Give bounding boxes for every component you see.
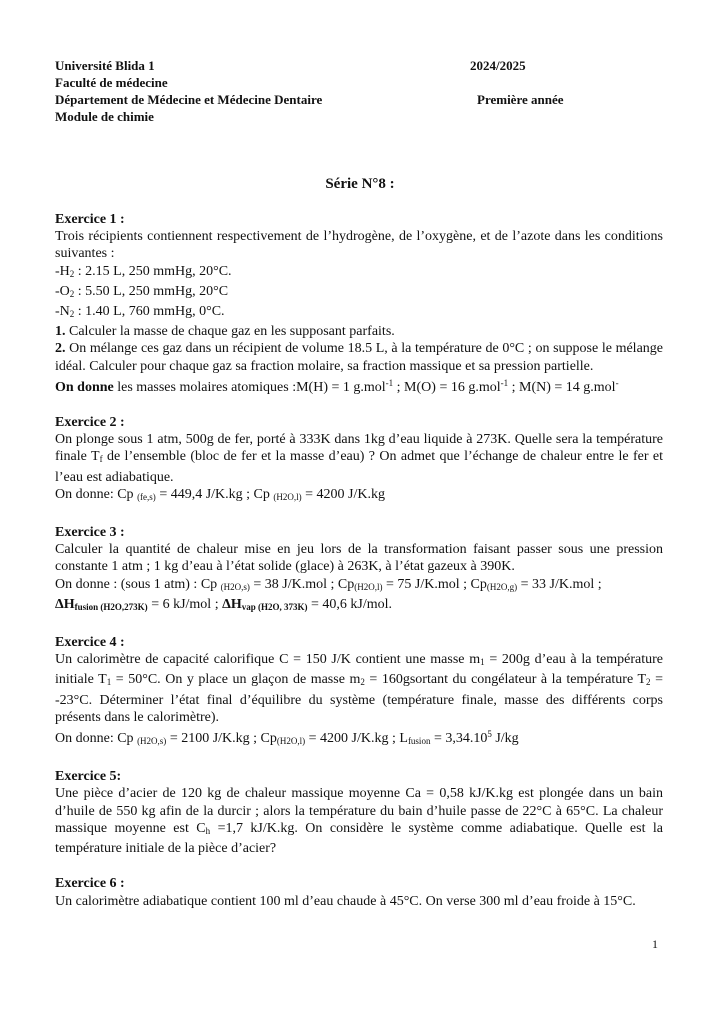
- exercise-6: [55, 875, 663, 909]
- faculty-name: Faculté de médecine: [55, 75, 168, 90]
- exercise-2: [55, 414, 663, 506]
- exercise-heading: Exercice 2 :: [55, 415, 125, 431]
- exercise-intro: Trois récipients contiennent respectivement de l’hydrogène, de l’oxygène, et de l’azote dans les conditions suivantes :: [55, 229, 663, 262]
- exercise-text: Un calorimètre adiabatique contient 100 ml d’eau chaude à 45°C. On verse 300 ml d’eau froide à 15°C.: [55, 893, 636, 909]
- exercise-list: [55, 211, 663, 928]
- exercise-text: Un calorimètre de capacité calorifique C = 150 J/K contient une masse $m_1 = 200g$ d’eau à la température initiale $T_1 = 50^\circ C$. On y place un glaçon de masse $m_2$ = 160gsortant du congélateur à la température $T_2 = -23^\circ C$. Déterminer l’état final d’équilibre du système (température finale, masse des différents corps présents dans le calorimètre).: [55, 652, 663, 725]
- exercise-heading: Exercice 3 :: [55, 525, 125, 541]
- document-header: [55, 57, 675, 125]
- exercise-3: [55, 524, 663, 616]
- exercise-text: On plonge sous 1 atm, 500g de fer, porté à 333K dans 1kg d’eau liquide à 273K. Quelle sera la température finale $T_f$ de l’ensemble (bloc de fer et la masse d’eau) ? On admet que l’échange de chaleur entre le fer et l’eau est adiabatique.: [55, 432, 663, 485]
- gas-condition-n2: $-N_2$ : 1.40 L, 760 mmHg, 0°C.: [55, 304, 225, 320]
- exercise-4: [55, 634, 663, 750]
- given-data: On donne: Cp $_{(H2O,s)}$ = 2100 J/K.kg ; $Cp_{(H2O,l)} = 4200$ J/K.kg ; $L_{fusion} = 3,34.10^5$ J/kg: [55, 729, 519, 747]
- exercise-5: [55, 768, 663, 857]
- gas-condition-h2: $-H_2$ : 2.15 L, 250 mmHg, 20°C.: [55, 263, 232, 279]
- question-2: 2. On mélange ces gaz dans un récipient de volume 18.5 L, à la température de 0°C ; on suppose le mélange idéal. Calculer pour chaque gaz sa fraction molaire, sa fraction massique et sa pression partielle.: [55, 341, 663, 374]
- exercise-heading: Exercice 5:: [55, 769, 122, 785]
- gas-condition-o2: $-O_2$ : 5.50 L, 250 mmHg, 20°C: [55, 283, 229, 299]
- academic-year: 2024/2025: [470, 58, 526, 73]
- exercise-heading: Exercice 4 :: [55, 635, 125, 651]
- department-name: Département de Médecine et Médecine Dentaire: [55, 92, 323, 107]
- given-data: On donne : (sous 1 atm) : Cp $_{(H2O,s)}$ = 38 J/K.mol ; $Cp_{(H2O,l)} = 75$ J/K.mol ; $Cp_{(H2O,g)} = 33$ J/K.mol ; $\Delta H_{fusion (H2O,273K)} = 6$ kJ/mol ; $\Delta H_{vap (H2O, 373K)} = 40,6$ kJ/mol.: [55, 576, 602, 612]
- series-title: Série N°8 :: [325, 176, 395, 192]
- exercise-heading: Exercice 6 :: [55, 876, 125, 892]
- given-data: On donne les masses molaires atomiques :M(H) = 1 g.mol$^{-1}$ ; M(O) = 16 g.mol$^{-1}$ ; M(N) = 14 g.mol-: [55, 377, 619, 395]
- study-level: Première année: [477, 92, 564, 107]
- question-1: 1. Calculer la masse de chaque gaz en les supposant parfaits.: [55, 324, 395, 340]
- given-data: On donne: Cp $_{(fe,s)}$ = 449,4 J/K.kg ; Cp $_{(H2O,l)}$ = 4200 J/K.kg: [55, 486, 385, 502]
- exercise-text: Une pièce d’acier de 120 kg de chaleur massique moyenne Ca = 0,58 kJ/K.kg est plongée dans un bain d’huile de 550 kg afin de la durcir ; alors la température du bain d’huile passe de 22°C à 65°C. La chaleur massique moyenne est $C_h =1,7$ kJ/K.kg. On considère le système comme adiabatique. Quelle est la température initiale de la pièce d’acier?: [55, 786, 663, 857]
- university-name: Université Blida 1: [55, 58, 155, 73]
- exercise-heading: Exercice 1 :: [55, 212, 125, 227]
- page-number: 1: [652, 937, 658, 951]
- exercise-1: [55, 211, 663, 396]
- module-name: Module de chimie: [55, 109, 154, 124]
- exercise-text: Calculer la quantité de chaleur mise en jeu lors de la transformation faisant passer sous une pression constante 1 atm ; 1 kg d’eau à l’état solide (glace) à 263K, à l’état gazeux à 390K.: [55, 542, 663, 575]
